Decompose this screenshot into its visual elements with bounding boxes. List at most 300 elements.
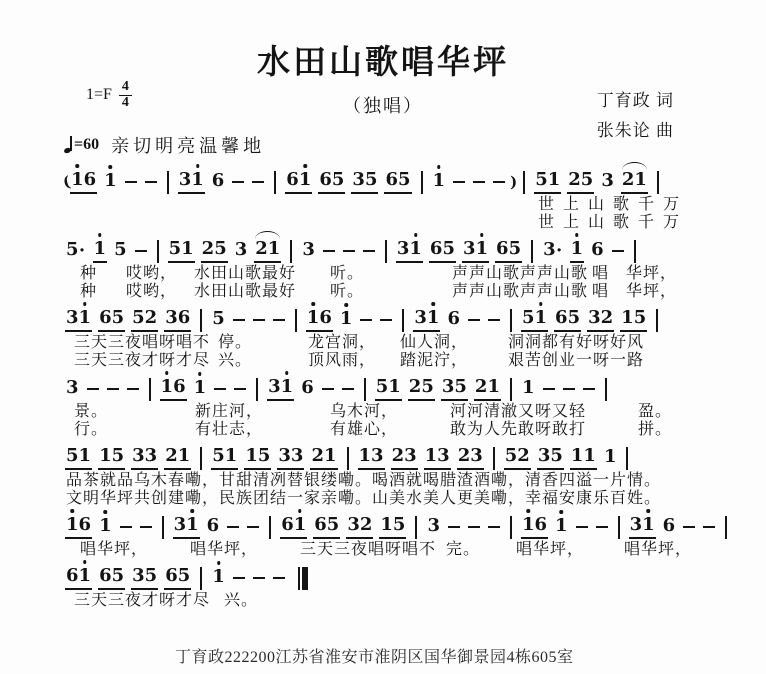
note: 1 <box>181 238 194 260</box>
note-group <box>211 309 226 331</box>
barline <box>605 378 607 401</box>
note: 5 <box>214 238 227 260</box>
close-paren: ) <box>510 173 518 191</box>
note: 1 <box>323 445 337 467</box>
measure <box>62 515 156 539</box>
measure <box>62 170 161 194</box>
lyric-segment: 拼。 <box>638 421 673 438</box>
note: 1 <box>621 307 634 329</box>
duration-dash <box>234 388 246 391</box>
duration-dash <box>612 250 624 253</box>
lyric-row <box>0 352 766 370</box>
note: 5 <box>111 445 125 467</box>
note-group <box>65 515 92 539</box>
lyric-segment: 三天三夜才呀才尽 <box>74 352 211 369</box>
note-group <box>318 170 345 194</box>
time-signature <box>119 80 132 110</box>
measure <box>393 239 525 263</box>
note: 1 <box>424 445 438 467</box>
note: 3 <box>404 445 417 467</box>
duration-dash <box>253 319 265 322</box>
barline <box>347 447 349 470</box>
measure <box>298 240 379 262</box>
note-group <box>426 516 441 538</box>
note: 3 <box>66 377 79 399</box>
note-group <box>429 239 456 263</box>
duration-dash <box>253 577 265 580</box>
duration-dash <box>227 526 239 529</box>
expression-text: 亲切明亮温馨地 <box>111 136 266 156</box>
note-group <box>462 239 489 263</box>
lyric-segment: 唱 <box>592 283 610 300</box>
note-group <box>301 240 316 262</box>
measure <box>518 515 612 539</box>
duration-dash <box>380 319 392 322</box>
lyric-segment: 敢为人先敢呀敢打 <box>450 421 587 438</box>
note: 3 <box>278 445 291 467</box>
subtitle: （独唱） <box>343 96 423 116</box>
note-group <box>178 170 205 194</box>
duration-dash <box>145 181 157 184</box>
note: 6 <box>206 515 220 537</box>
score-system <box>0 168 766 232</box>
lyric-segment: 声声山歌声声山歌 <box>452 283 589 300</box>
duration-dash <box>87 388 99 391</box>
lyric-segment: 声声山歌声声山歌 <box>452 265 589 282</box>
duration-dash <box>252 181 264 184</box>
note: 6 <box>319 307 332 329</box>
note-group <box>277 446 304 470</box>
note: 6 <box>555 307 568 329</box>
measure <box>62 308 194 332</box>
lyric-segment: 种 <box>80 265 98 282</box>
lyricist-credit: 丁育政 词 <box>596 91 674 110</box>
note: 5 <box>66 445 79 467</box>
note: 5 <box>550 445 563 467</box>
note: 5 <box>132 307 145 329</box>
note-high-octave: 1 <box>99 515 112 537</box>
note: 1 <box>99 445 112 467</box>
note: 3 <box>470 445 483 467</box>
note-high-octave: 1 <box>426 307 440 329</box>
footer-clip <box>0 644 766 666</box>
note-high-octave: 1 <box>160 376 174 398</box>
barline <box>421 171 423 194</box>
score-system <box>0 306 766 370</box>
note-group <box>285 170 312 194</box>
note-group <box>567 170 594 194</box>
lyric-row <box>0 403 766 421</box>
measure <box>165 239 285 263</box>
measure <box>626 515 720 539</box>
measure <box>62 566 194 590</box>
barline <box>656 309 658 332</box>
lyric-segment: 水田山歌最好 <box>194 283 297 300</box>
note: 1 <box>245 445 258 467</box>
duration-dash <box>323 250 335 253</box>
note: 5 <box>580 169 594 191</box>
note-group <box>267 377 294 401</box>
note-group <box>603 447 618 469</box>
note: 5 <box>331 169 345 191</box>
note: 5 <box>177 565 191 587</box>
note-group <box>211 171 226 193</box>
note-group <box>113 240 128 262</box>
notes-row <box>62 237 766 265</box>
barline <box>402 309 404 332</box>
duration-dash <box>360 319 372 322</box>
lyric-segment: 听。 <box>330 265 365 282</box>
note: 5 <box>442 238 455 260</box>
note: 6 <box>83 169 97 191</box>
note-group <box>590 240 605 262</box>
note: 2 <box>600 307 614 329</box>
note: 5 <box>257 445 271 467</box>
note-high-octave: 1 <box>293 514 307 536</box>
note-group <box>234 240 249 262</box>
lyric-segment: 龙宫洞， <box>308 334 377 351</box>
note-high-octave: 1 <box>642 514 655 536</box>
lyric-segment: 盈。 <box>638 403 673 420</box>
measure <box>208 309 289 331</box>
lyric-segment: 唱华坪， <box>624 541 693 558</box>
note: 6 <box>447 308 460 330</box>
note-high-octave: 1 <box>186 514 199 536</box>
lyric-segment: 文明华坪共创建嘞，民族团结一家亲嘞。山美水美人更美嘞，幸福安康乐百姓。 <box>66 490 662 507</box>
measure <box>62 239 151 263</box>
note-group <box>131 446 158 470</box>
barline <box>167 171 169 194</box>
lyric-segment: 有雄心， <box>330 421 399 438</box>
note-high-octave: 1 <box>104 170 117 192</box>
note-group <box>65 566 92 590</box>
note: 3 <box>396 238 410 260</box>
note: 6 <box>301 377 314 399</box>
time-signature-numerator: 4 <box>119 80 132 96</box>
note-group <box>98 516 113 538</box>
tempo-marking <box>64 132 265 158</box>
note-group <box>98 446 125 470</box>
note: 5 <box>398 169 411 191</box>
note-group <box>396 239 423 263</box>
lyric-row <box>0 265 766 283</box>
note: 2 <box>201 238 215 260</box>
lyric-segment: 哎哟， <box>126 283 178 300</box>
note-group <box>408 377 435 401</box>
note-group <box>339 309 354 331</box>
augmentation-dot: · <box>78 240 86 261</box>
note: 6 <box>281 514 294 536</box>
lyric-segment: 华坪， <box>626 283 678 300</box>
note-group <box>542 240 564 262</box>
lyric-row <box>0 490 766 508</box>
note: 2 <box>474 376 488 398</box>
note: 5 <box>212 308 225 330</box>
barline <box>385 240 387 263</box>
lyric-segment: 哎哟， <box>126 265 178 282</box>
duration-dash <box>232 181 244 184</box>
note: 3 <box>132 445 145 467</box>
note-high-octave: 1 <box>280 376 294 398</box>
note-group <box>98 566 125 590</box>
note: 3 <box>427 515 440 537</box>
note: 6 <box>99 565 112 587</box>
duration-dash <box>120 526 132 529</box>
note: 3 <box>601 170 614 192</box>
measure <box>62 378 143 400</box>
measure <box>355 446 487 470</box>
note: 5 <box>535 169 548 191</box>
note: 6 <box>286 169 299 191</box>
note: 3 <box>347 514 360 536</box>
duration-dash <box>273 577 285 580</box>
lyric-segment: 完。 <box>446 541 481 558</box>
note-group <box>93 239 108 263</box>
note-group <box>103 171 118 193</box>
note: 1 <box>388 376 401 398</box>
lyric-segment: 洞洞都有好呀好风 <box>508 334 645 351</box>
note-group <box>65 446 92 470</box>
note-group <box>131 566 158 590</box>
note-high-octave: 1 <box>71 169 84 191</box>
lyric-segment: 踏泥泞， <box>400 352 469 369</box>
lyric-segment: 三天三夜唱呀唱不 <box>300 541 437 558</box>
note: 6 <box>78 514 92 536</box>
duration-dash <box>703 526 715 529</box>
note: 5 <box>326 514 340 536</box>
barline <box>531 240 533 263</box>
final-barline-thin <box>298 567 300 590</box>
note-group <box>160 377 187 401</box>
duration-dash <box>468 526 480 529</box>
measure <box>423 516 504 538</box>
lyric-row <box>0 196 766 214</box>
barline <box>149 378 151 401</box>
note: 1 <box>358 445 372 467</box>
note: 5 <box>504 445 518 467</box>
duration-dash <box>576 526 588 529</box>
footer-address: 丁育政222200江苏省淮安市淮阴区国华御景园4栋605室 <box>175 649 574 666</box>
note: 1 <box>487 376 500 398</box>
note: 6 <box>173 376 186 398</box>
barline <box>634 240 636 263</box>
lyric-row <box>0 592 766 610</box>
note: 6 <box>385 169 399 191</box>
note: 3 <box>178 169 192 191</box>
note: 1 <box>547 169 561 191</box>
score-system <box>0 444 766 508</box>
note-group <box>474 377 501 401</box>
note: 5 <box>375 376 389 398</box>
note: 6 <box>314 514 327 536</box>
lyric-segment: 种 <box>80 283 98 300</box>
note-group <box>537 446 564 470</box>
note: 2 <box>311 445 324 467</box>
duration-dash <box>125 181 137 184</box>
note-group <box>521 515 548 539</box>
lyric-row <box>0 214 766 232</box>
measure <box>175 170 269 194</box>
note-group <box>379 515 406 539</box>
measure <box>429 171 518 193</box>
note-group <box>600 171 615 193</box>
note: 5 <box>421 376 434 398</box>
note-high-octave: 1 <box>93 238 107 260</box>
measure <box>501 446 621 470</box>
note: 3 <box>234 239 248 261</box>
note: 3 <box>165 307 178 329</box>
duration-dash <box>273 319 285 322</box>
lyric-segment: 景。 <box>74 403 109 420</box>
lyric-row <box>0 541 766 559</box>
note: 6 <box>662 515 676 537</box>
note: 5 <box>111 307 125 329</box>
note: 3 <box>352 169 365 191</box>
note-group <box>570 446 597 470</box>
note: 2 <box>165 445 178 467</box>
note: 3 <box>437 445 450 467</box>
note-group <box>310 446 337 470</box>
measure <box>264 377 358 401</box>
note-group <box>351 170 378 194</box>
note: 3 <box>441 376 455 398</box>
note-group <box>193 378 208 400</box>
note-high-octave: 1 <box>534 307 548 329</box>
note-group <box>65 240 87 262</box>
note-group <box>554 308 581 332</box>
time-signature-denominator: 4 <box>121 94 129 110</box>
note-group <box>65 308 92 332</box>
note: 3 <box>268 376 281 398</box>
barline <box>200 447 202 470</box>
note: 3 <box>371 445 384 467</box>
note: 3 <box>462 238 476 260</box>
notes-row <box>62 444 766 472</box>
note-group <box>534 170 561 194</box>
note-group <box>391 446 418 470</box>
note: 1 <box>570 445 584 467</box>
note: 6 <box>534 514 548 536</box>
barline <box>295 309 297 332</box>
composer-credit: 张朱论 曲 <box>596 120 674 140</box>
lyric-row <box>0 472 766 490</box>
lyric-segment: 兴。 <box>218 352 253 369</box>
tempo-value: =60 <box>74 136 100 153</box>
note: 2 <box>408 376 422 398</box>
quarter-note-icon <box>64 136 73 154</box>
note-group <box>65 378 80 400</box>
measure <box>282 170 414 194</box>
note-high-octave: 1 <box>475 238 489 260</box>
note-group <box>168 239 195 263</box>
barline <box>626 447 628 470</box>
final-barline <box>298 567 308 590</box>
duration-dash <box>468 319 480 322</box>
note-group <box>201 239 228 263</box>
lyric-segment: 唱华坪， <box>80 541 149 558</box>
note-group <box>457 446 484 470</box>
measure <box>170 515 264 539</box>
measure <box>372 377 504 401</box>
note-group <box>70 170 97 194</box>
note-high-octave: 1 <box>570 238 584 260</box>
note: 6 <box>496 238 509 260</box>
notes-row <box>62 375 766 403</box>
barline <box>493 447 495 470</box>
note-high-octave: 1 <box>66 514 79 536</box>
note: 5 <box>392 514 406 536</box>
note: 3 <box>629 514 643 536</box>
note: 6 <box>591 239 604 261</box>
note-group <box>98 308 125 332</box>
lyric-segment: 兴。 <box>224 592 259 609</box>
barline <box>162 516 164 539</box>
key-signature-label: 1=F <box>86 86 112 104</box>
duration-dash <box>127 388 139 391</box>
duration-dash <box>342 388 354 391</box>
note-high-octave: 1 <box>78 307 92 329</box>
lyric-segment: 品茶就品乌木春嘞，甘甜清冽替银缕嘞。喝酒就喝腊渣酒嘞，清香四溢一片情。 <box>66 472 662 489</box>
barline <box>523 171 525 194</box>
note: 3 <box>290 445 304 467</box>
barline <box>618 516 620 539</box>
duration-dash <box>583 388 595 391</box>
lyric-segment: 河河清澈又呀又轻 <box>450 403 587 420</box>
note-group <box>432 171 447 193</box>
lyric-segment: 顶风雨， <box>308 352 377 369</box>
lyric-segment: 唱 <box>592 265 610 282</box>
measure <box>277 515 409 539</box>
note: 3 <box>173 514 187 536</box>
note: 5 <box>521 307 535 329</box>
lyric-segment: 行。 <box>74 421 109 438</box>
note-group <box>164 308 191 332</box>
note-group <box>206 516 221 538</box>
note-group <box>280 515 307 539</box>
duration-dash <box>140 526 152 529</box>
note-group <box>629 515 656 539</box>
note-group <box>244 446 271 470</box>
note: 2 <box>457 445 471 467</box>
note: 5 <box>508 238 522 260</box>
note: 3 <box>543 239 556 261</box>
augmentation-dot: · <box>555 240 563 261</box>
measure <box>303 308 397 332</box>
notes-row <box>62 513 766 541</box>
barline <box>274 171 276 194</box>
lyric-segment: 世上山歌千万 <box>538 196 689 213</box>
note-group <box>413 308 440 332</box>
note: 1 <box>78 445 92 467</box>
measure <box>531 170 651 194</box>
lyric-segment: 艰苦创业一呀一路 <box>508 352 645 369</box>
note: 2 <box>359 514 373 536</box>
barline <box>510 309 512 332</box>
barline <box>415 516 417 539</box>
duration-dash <box>488 526 500 529</box>
duration-dash <box>543 388 555 391</box>
final-barline-thick <box>302 567 308 590</box>
note: 2 <box>621 169 635 191</box>
note: 1 <box>177 445 191 467</box>
note: 6 <box>211 170 225 192</box>
note-high-octave: 1 <box>78 565 92 587</box>
note: 5 <box>633 307 647 329</box>
note: 6 <box>429 238 443 260</box>
lyric-segment: 华坪， <box>626 265 678 282</box>
notes-row <box>62 564 766 592</box>
measure <box>62 446 194 470</box>
